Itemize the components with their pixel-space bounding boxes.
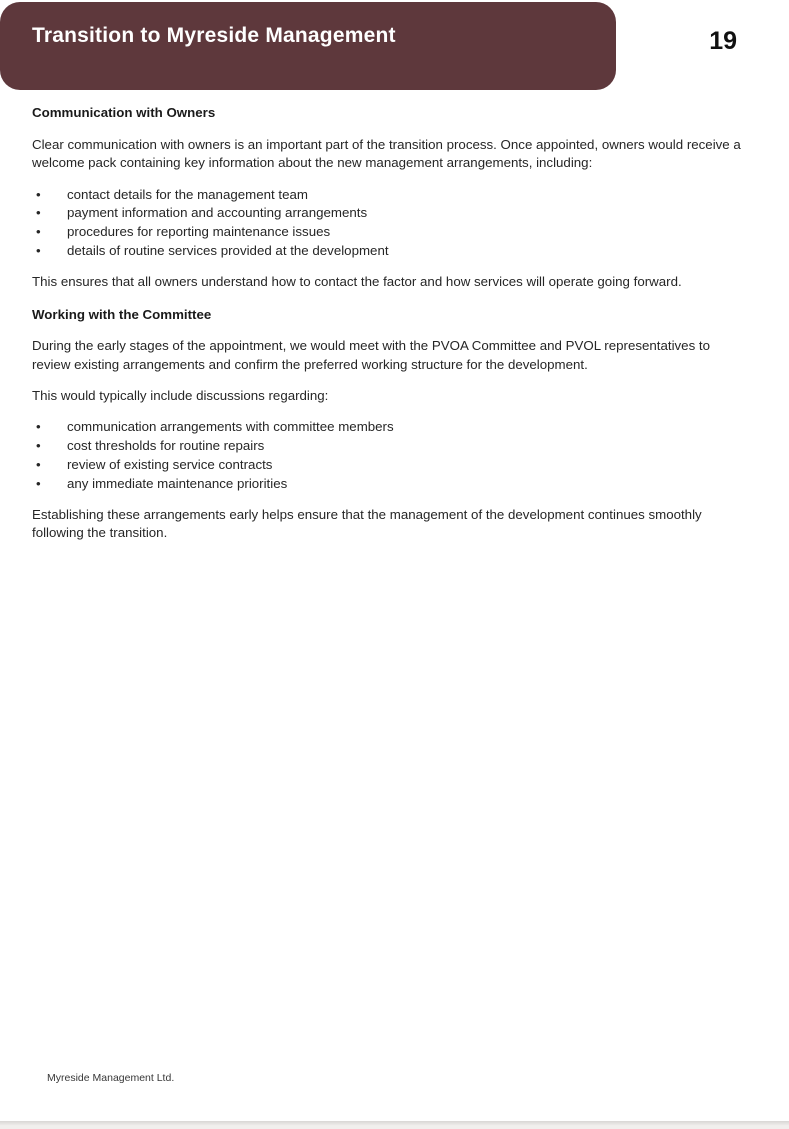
page-title: Transition to Myreside Management (32, 24, 396, 47)
paragraph-committee-intro: During the early stages of the appointment, we would meet with the PVOA Committee and PVOL representatives to review existing arrangements and confirm the preferred working structure for the development. (32, 338, 711, 373)
bullet-icon: • (36, 205, 41, 221)
paragraph-committee-closing: Establishing these arrangements early helps ensure that the management of the development continues smoothly following the transition. (32, 506, 702, 541)
footer-text: Myreside Management Ltd. (47, 1072, 175, 1084)
section-heading-communication: Communication with Owners (32, 105, 216, 120)
bullet-icon: • (36, 186, 41, 202)
list-item (32, 456, 744, 475)
list-item-text: review of existing service contracts (67, 456, 273, 472)
list-item-text: communication arrangements with committee members (67, 419, 394, 435)
title-banner (0, 2, 616, 90)
bullet-list-discussions (32, 418, 744, 493)
list-item (32, 204, 744, 223)
list-item-text: cost thresholds for routine repairs (67, 438, 265, 454)
list-item (32, 418, 744, 437)
bullet-icon: • (36, 475, 41, 491)
viewer-bottom-strip (0, 1121, 789, 1129)
bullet-icon: • (36, 419, 41, 435)
list-item-text: details of routine services provided at the development (67, 242, 389, 258)
list-item (32, 475, 744, 494)
list-item (32, 186, 744, 205)
list-item (32, 223, 744, 242)
list-item (32, 437, 744, 456)
paragraph-communication-intro: Clear communication with owners is an important part of the transition process. Once appointed, owners would receive a welcome pack containing key information about the new management arrangements, including: (32, 136, 741, 171)
bullet-icon: • (36, 242, 41, 258)
bullet-list-welcome-pack (32, 186, 744, 261)
section-heading-committee: Working with the Committee (32, 306, 212, 322)
bullet-icon: • (36, 224, 41, 240)
list-item-text: any immediate maintenance priorities (67, 475, 288, 491)
list-item-text: payment information and accounting arrangements (67, 205, 368, 221)
list-item (32, 242, 744, 261)
page-number: 19 (709, 27, 737, 55)
paragraph-communication-closing: This ensures that all owners understand how to contact the factor and how services will operate going forward. (32, 273, 682, 289)
page-header (0, 0, 789, 90)
list-item-text: procedures for reporting maintenance issues (67, 224, 331, 240)
bullet-icon: • (36, 438, 41, 454)
bullet-icon: • (36, 456, 41, 472)
list-item-text: contact details for the management team (67, 186, 308, 202)
paragraph-committee-leadin: This would typically include discussions regarding: (32, 388, 329, 404)
document-body (32, 104, 744, 543)
